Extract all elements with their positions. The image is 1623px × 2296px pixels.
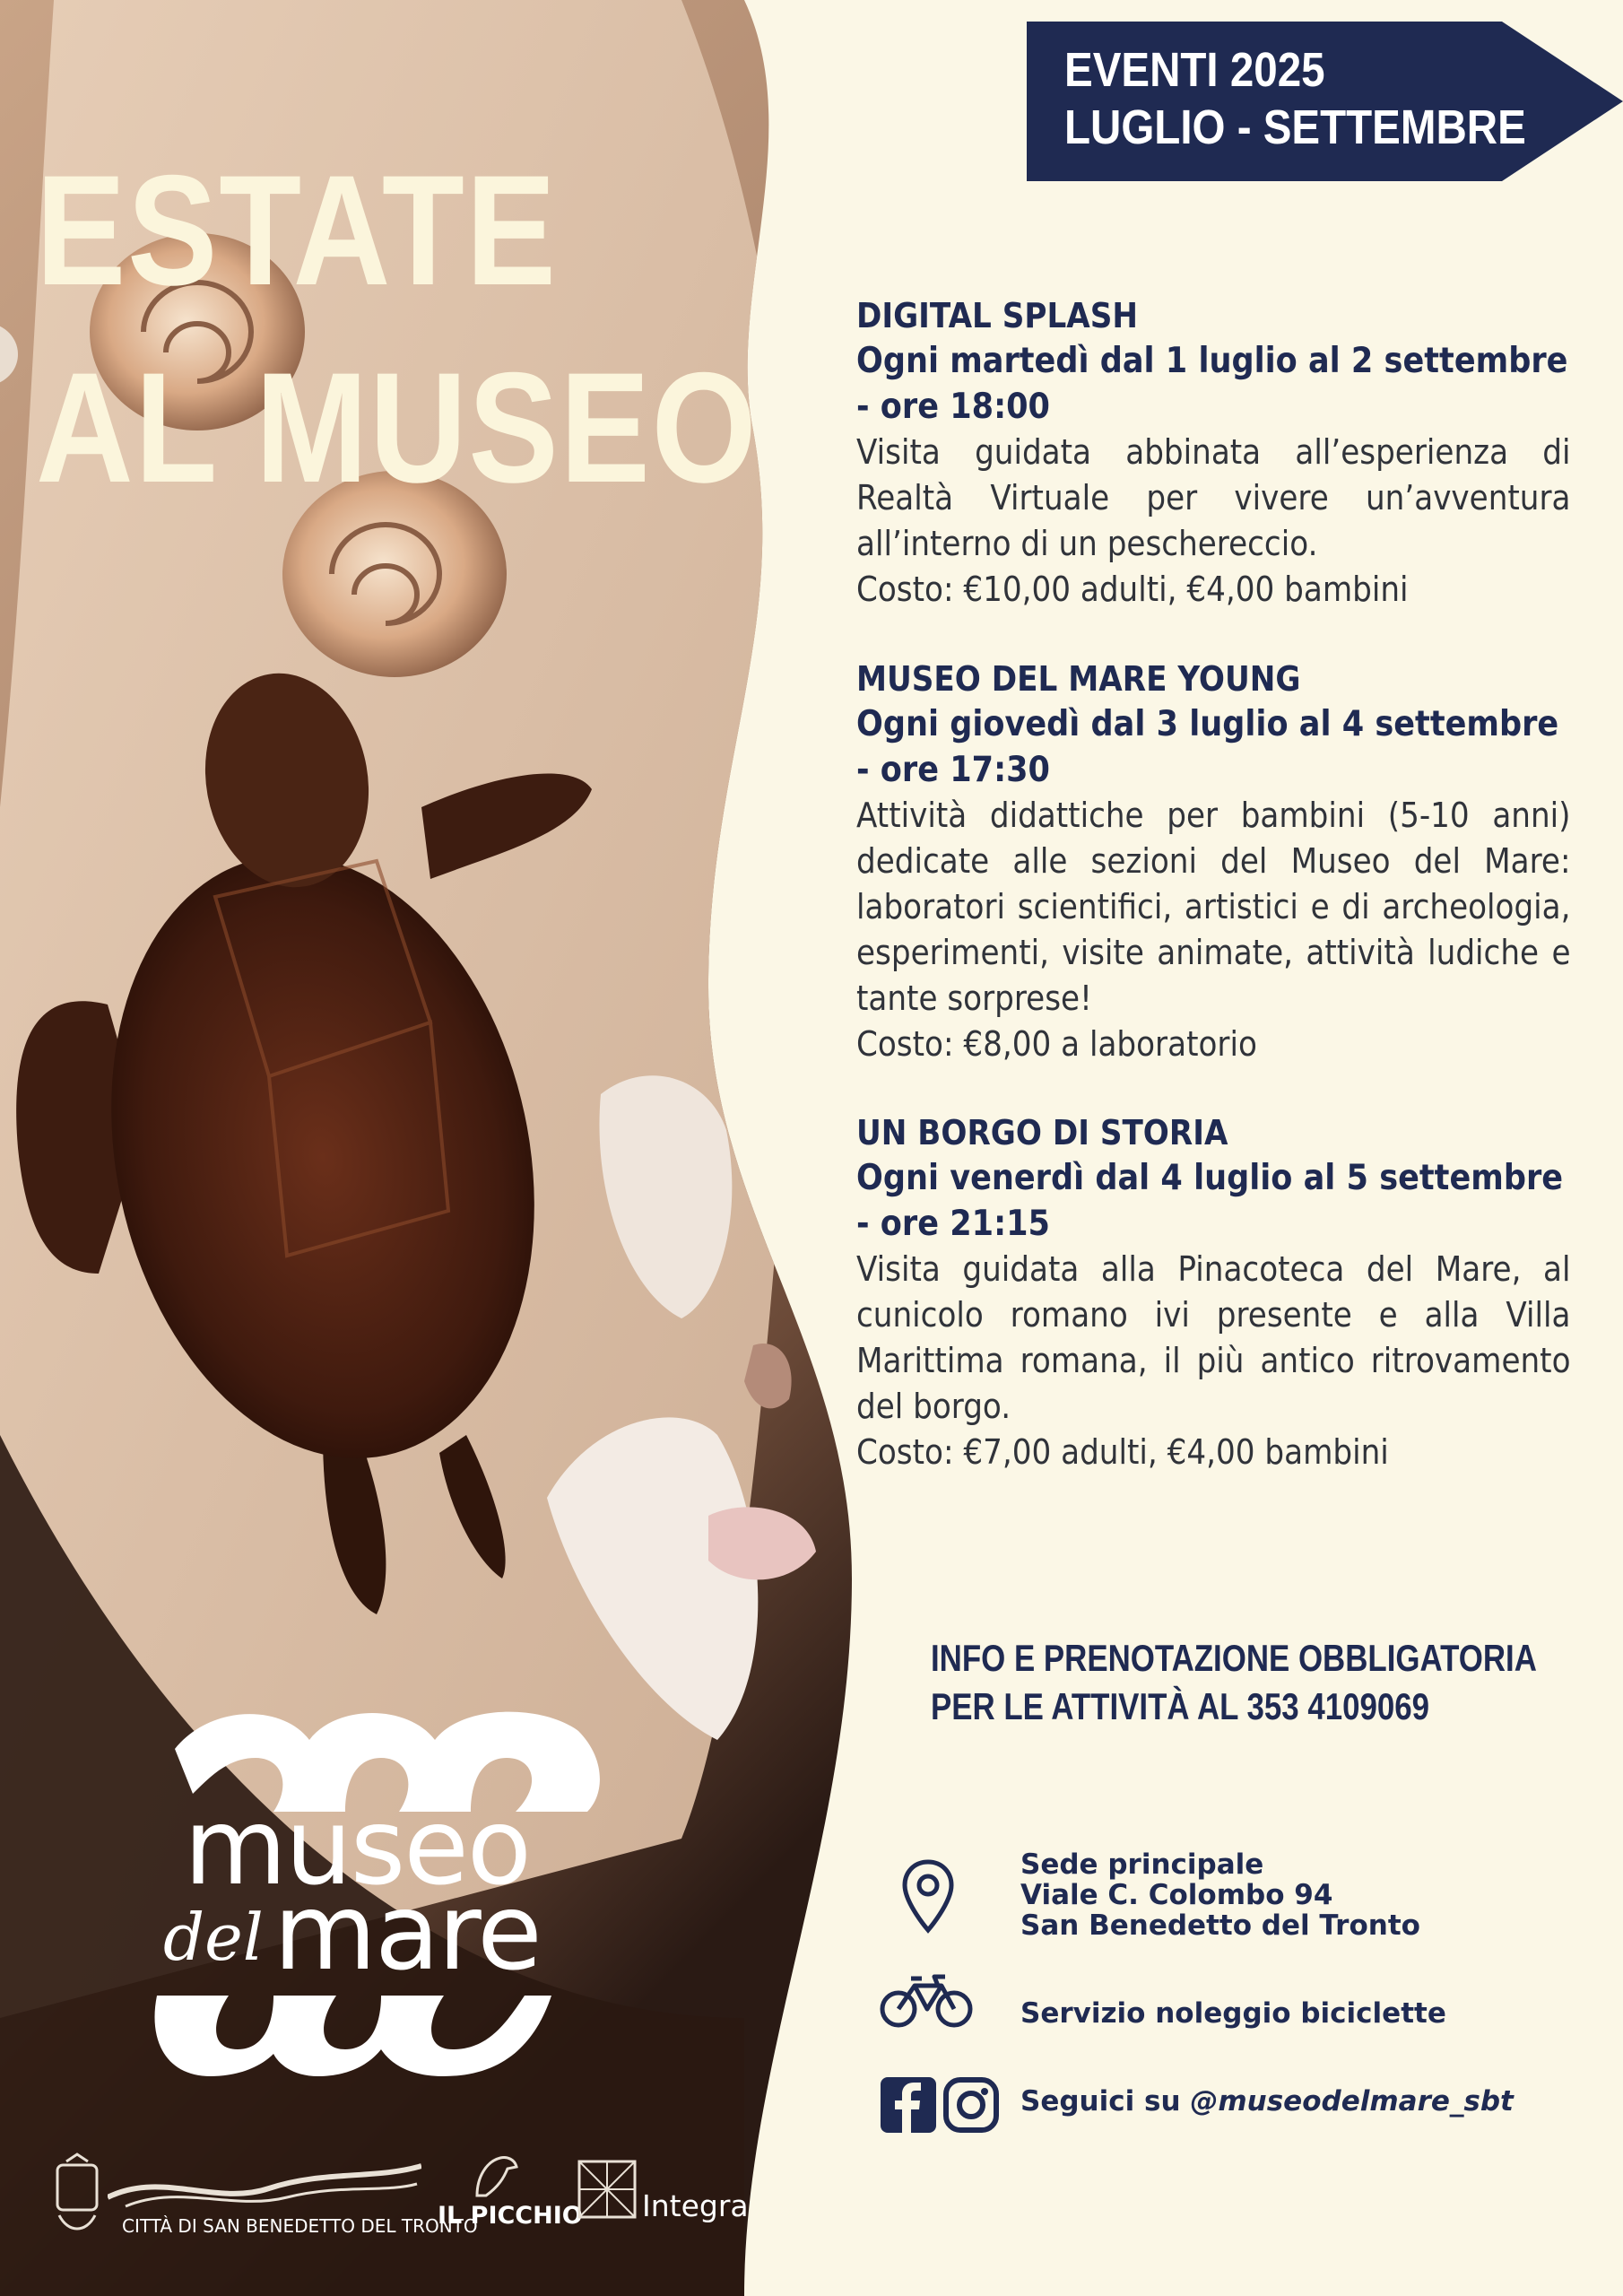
- instagram-icon[interactable]: [943, 2077, 1001, 2133]
- sponsor-city: CITTÀ DI SAN BENEDETTO DEL TRONTO: [122, 2215, 478, 2237]
- event-digital-splash: [856, 293, 1571, 613]
- event-schedule: Ogni venerdì dal 4 luglio al 5 settembre - ore 21:15: [856, 1158, 1564, 1244]
- picchio-bird-icon: [468, 2151, 522, 2201]
- bicycle-icon: [879, 1971, 974, 2029]
- banner-line2: LUGLIO - SETTEMBRE: [1064, 100, 1526, 154]
- city-crest-icon: [50, 2152, 104, 2242]
- banner-line1: EVENTI 2025: [1064, 43, 1325, 97]
- event-description: Visita guidata abbinata all’esperienza di Realtà Virtuale per vivere un’avventura all’interno di un peschereccio.: [856, 432, 1571, 563]
- museum-logo-wave-icon: [148, 1987, 560, 2085]
- event-borgo-storia: [856, 1110, 1571, 1475]
- event-description: Attività didattiche per bambini (5-10 anni) dedicate alle sezioni del Museo del Mare: laboratori scientifici, artistici e di archeologia, esperimenti, visite animate, attività ludiche e tante sorprese!: [856, 796, 1571, 1018]
- booking-info-line1: INFO E PRENOTAZIONE OBBLIGATORIA: [931, 1637, 1537, 1679]
- booking-info: [931, 1634, 1537, 1731]
- event-cost: Costo: €8,00 a laboratorio: [856, 1024, 1257, 1064]
- social-prefix: Seguici su: [1020, 2085, 1191, 2118]
- address-line1: Sede principale: [1020, 1848, 1264, 1881]
- booking-info-line2: PER LE ATTIVITÀ AL 353 4109069: [931, 1685, 1430, 1727]
- address-line2: Viale C. Colombo 94: [1020, 1879, 1333, 1911]
- logo-del: del: [163, 1900, 264, 1975]
- hero-title-line1: ESTATE: [36, 144, 558, 318]
- city-wave-icon: [108, 2161, 421, 2215]
- event-museo-young: [856, 657, 1571, 1067]
- event-cost: Costo: €10,00 adulti, €4,00 bambini: [856, 570, 1409, 609]
- event-schedule: Ogni giovedì dal 3 luglio al 4 settembre - ore 17:30: [856, 704, 1559, 790]
- social-handle[interactable]: @museodelmare_sbt: [1190, 2085, 1514, 2118]
- social-follow: [1020, 2086, 1514, 2117]
- events-banner: [1064, 41, 1526, 156]
- event-title: MUSEO DEL MARE YOUNG: [856, 659, 1301, 699]
- bike-rental: Servizio noleggio biciclette: [1020, 1997, 1446, 2030]
- event-schedule: Ogni martedì dal 1 luglio al 2 settembre - ore 18:00: [856, 341, 1568, 427]
- sponsor-picchio: IL PICCHIO: [438, 2202, 583, 2230]
- facebook-icon[interactable]: [881, 2077, 936, 2133]
- event-cost: Costo: €7,00 adulti, €4,00 bambini: [856, 1432, 1389, 1472]
- logo-museo: museo: [184, 1785, 531, 1909]
- address: [1020, 1849, 1420, 1941]
- hero-title-line2: AL MUSEO: [36, 341, 759, 516]
- integra-grid-icon: [577, 2160, 637, 2219]
- location-pin-icon: [901, 1858, 955, 1934]
- event-title: DIGITAL SPLASH: [856, 296, 1138, 335]
- event-description: Visita guidata alla Pinacoteca del Mare, al cunicolo romano ivi presente e alla Villa Marittima romana, il più antico ritrovamento del borgo.: [856, 1249, 1571, 1426]
- address-line3: San Benedetto del Tronto: [1020, 1909, 1420, 1942]
- logo-mare: mare: [273, 1870, 541, 1994]
- sponsor-integra: Integra: [642, 2188, 749, 2223]
- event-title: UN BORGO DI STORIA: [856, 1113, 1228, 1152]
